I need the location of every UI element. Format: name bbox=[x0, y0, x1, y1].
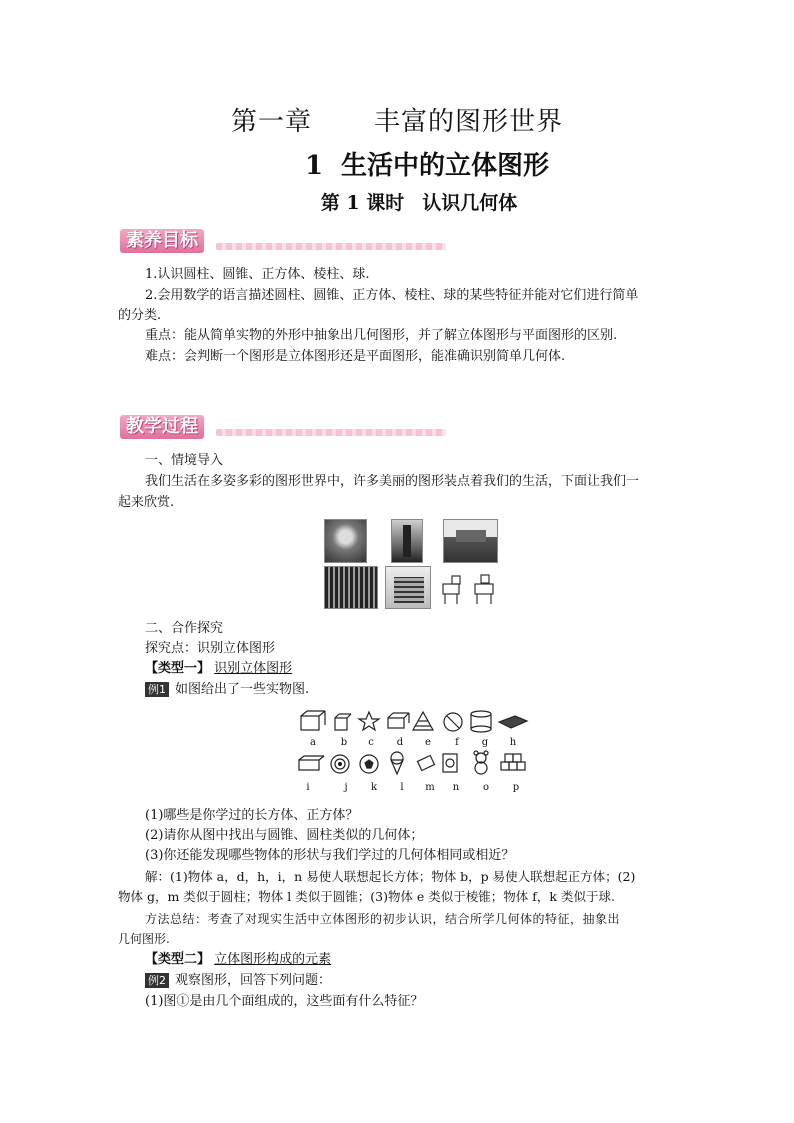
type-2-name: 立体图形构成的元素 bbox=[214, 952, 332, 967]
label-e: e bbox=[425, 737, 431, 748]
label-h: h bbox=[509, 737, 517, 748]
question-1: (1)哪些是你学过的长方体、正方体？ bbox=[145, 808, 359, 823]
label-g: g bbox=[481, 737, 489, 748]
example-1-text: 如图给出了一些实物图. bbox=[175, 682, 310, 697]
labels-row-1 bbox=[305, 737, 535, 751]
label-b: b bbox=[340, 737, 348, 748]
process-banner-bar bbox=[216, 429, 446, 436]
type-2-heading bbox=[145, 950, 331, 970]
type-1-tag: 【类型一】 bbox=[145, 661, 211, 676]
label-m: m bbox=[425, 782, 435, 793]
key-point: 重点：能从简单实物的外形中抽象出几何图形，并了解立体图形与平面图形的区别. bbox=[145, 328, 618, 343]
type-1-name: 识别立体图形 bbox=[214, 661, 293, 676]
lesson-name: 认识几何体 bbox=[422, 192, 518, 214]
label-k: k bbox=[370, 782, 378, 793]
label-d: d bbox=[396, 737, 404, 748]
label-l: l bbox=[400, 782, 404, 793]
goal-1: 1.认识圆柱、圆锥、正方体、棱柱、球. bbox=[145, 267, 370, 282]
question-2: (2)请你从图中找出与圆锥、圆柱类似的几何体； bbox=[145, 828, 424, 843]
photo-skyscraper bbox=[324, 566, 378, 609]
difficult-point: 难点：会判断一个图形是立体图形还是平面图形，能准确识别简单几何体. bbox=[145, 349, 566, 364]
goal-2: 2.会用数学的语言描述圆柱、圆锥、正方体、棱柱、球的某些特征并能对它们进行简单 bbox=[145, 288, 639, 303]
method-summary-cont: 几何图形. bbox=[118, 932, 170, 946]
label-f: f bbox=[455, 737, 459, 748]
answer-line-1: 解：(1)物体 a，d，h，i，n 易使人联想起长方体；物体 b，p 易使人联想起正方体；(2) bbox=[145, 869, 636, 884]
lesson-title bbox=[0, 188, 794, 215]
label-o: o bbox=[482, 782, 490, 793]
chapter-label: 第一章 bbox=[230, 107, 312, 137]
section-1-text-cont: 起来欣赏. bbox=[118, 495, 175, 510]
label-n: n bbox=[452, 782, 460, 793]
goals-banner bbox=[120, 229, 446, 253]
lesson-label: 第 1 课时 bbox=[320, 192, 405, 214]
label-a: a bbox=[310, 737, 316, 748]
process-banner-label: 教学过程 bbox=[120, 415, 204, 439]
goals-banner-label: 素养目标 bbox=[120, 229, 204, 253]
photo-flowers bbox=[324, 519, 367, 563]
question-3: (3)你还能发现哪些物体的形状与我们学过的几何体相同或相近？ bbox=[145, 848, 515, 863]
example-1 bbox=[145, 680, 309, 700]
answer-line-2: 物体 g，m 类似于圆柱；物体 l 类似于圆锥；(3)物体 e 类似于棱锥；物体 f，k 类似于球. bbox=[118, 889, 615, 904]
photo-building bbox=[443, 519, 498, 563]
labels-row-2 bbox=[300, 782, 530, 796]
photo-tower bbox=[391, 519, 423, 563]
section-number: 1 bbox=[304, 151, 324, 181]
label-c: c bbox=[368, 737, 374, 748]
section-1-text: 我们生活在多姿多彩的图形世界中，许多美丽的图形装点着我们的生活，下面让我们一 bbox=[145, 474, 640, 489]
chapter-name: 丰富的图形世界 bbox=[374, 107, 564, 137]
question-4: (1)图①是由几个面组成的，这些面有什么特征？ bbox=[145, 994, 424, 1009]
process-banner bbox=[120, 415, 446, 439]
photo-office bbox=[385, 566, 431, 609]
explore-point: 探究点：识别立体图形 bbox=[145, 641, 276, 656]
example-2 bbox=[145, 971, 331, 991]
example-2-text: 观察图形，回答下列问题： bbox=[175, 973, 332, 988]
section-2-title: 二、合作探究 bbox=[145, 621, 224, 636]
chapter-title bbox=[0, 101, 794, 138]
section-name: 生活中的立体图形 bbox=[341, 151, 550, 181]
photo-toy-animals bbox=[439, 570, 499, 608]
example-2-tag: 例2 bbox=[145, 973, 169, 988]
label-i: i bbox=[306, 782, 310, 793]
type-1-heading bbox=[145, 659, 292, 679]
goal-2-cont: 的分类. bbox=[118, 308, 162, 323]
label-j: j bbox=[344, 782, 348, 793]
goals-banner-bar bbox=[216, 243, 446, 250]
method-summary: 方法总结：考查了对现实生活中立体图形的初步认识，结合所学几何体的特征，抽象出 bbox=[145, 912, 621, 926]
type-2-tag: 【类型二】 bbox=[145, 952, 211, 967]
section-title bbox=[0, 145, 794, 182]
label-p: p bbox=[512, 782, 520, 793]
example-1-tag: 例1 bbox=[145, 682, 169, 697]
section-1-title: 一、情境导入 bbox=[145, 453, 224, 468]
